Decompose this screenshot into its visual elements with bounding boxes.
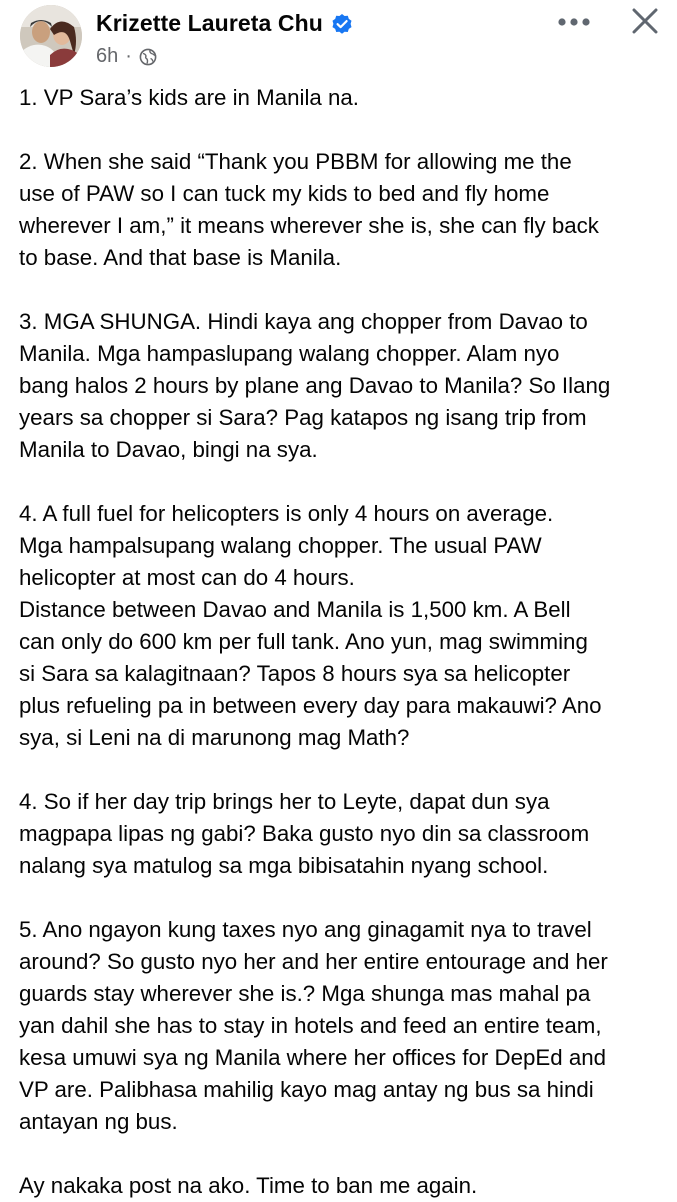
post-paragraph-2: 2. When she said “Thank you PBBM for allowing me the use of PAW so I can tuck my kids to bed and fly home wherever I am,” it means wherever she is, she can fly back to base. And that base is Manila. [19,149,599,270]
post-header [0,0,677,80]
author-row [96,10,353,37]
post-paragraph-1: 1. VP Sara’s kids are in Manila na. [19,85,360,110]
meta-separator: · [125,45,132,67]
avatar[interactable] [20,5,82,67]
more-options-icon[interactable] [556,12,592,32]
post-paragraph-5: 4. So if her day trip brings her to Leyte, dapat dun sya magpapa lipas ng gabi? Baka gusto nyo din sa classroom nalang sya matulog sa mga bibisatahin nyang school. [19,789,590,878]
close-icon[interactable] [628,4,662,38]
post-paragraph-6: 5. Ano ngayon kung taxes nyo ang ginagamit nya to travel around? So gusto nyo her and her entire entourage and her guards stay wherever she is.? Mga shunga mas mahal pa yan dahil she has to stay in hotels and feed an entire team, kesa umuwi sya ng Manila where her offices for DepEd and VP are. Palibhasa mahilig kayo mag antay ng bus sa hindi antayan ng bus. [19,917,608,1134]
post-time[interactable]: 6h [96,45,119,67]
post-body [19,82,659,1202]
post-paragraph-7: Ay nakaka post na ako. Time to ban me again. [19,1173,478,1198]
post-paragraph-4: 4. A full fuel for helicopters is only 4 hours on average. Mga hampalsupang walang chopper. The usual PAW helicopter at most can do 4 hours. Distance between Davao and Manila is 1,500 km. A Bell can only do 600 km per full tank. Ano yun, mag swimming si Sara sa kalagitnaan? Tapos 8 hours sya sa helicopter plus refueling pa in between every day para makauwi? Ano sya, si Leni na di marunong mag Math? [19,501,602,750]
verified-badge-icon [331,13,353,35]
post-paragraph-3: 3. MGA SHUNGA. Hindi kaya ang chopper from Davao to Manila. Mga hampaslupang walang chopper. Alam nyo bang halos 2 hours by plane ang Davao to Manila? So Ilang years sa chopper si Sara? Pag katapos ng isang trip from Manila to Davao, bingi na sya. [19,309,611,462]
author-name[interactable]: Krizette Laureta Chu [96,10,323,36]
post-meta [96,45,157,68]
globe-icon [139,48,157,66]
